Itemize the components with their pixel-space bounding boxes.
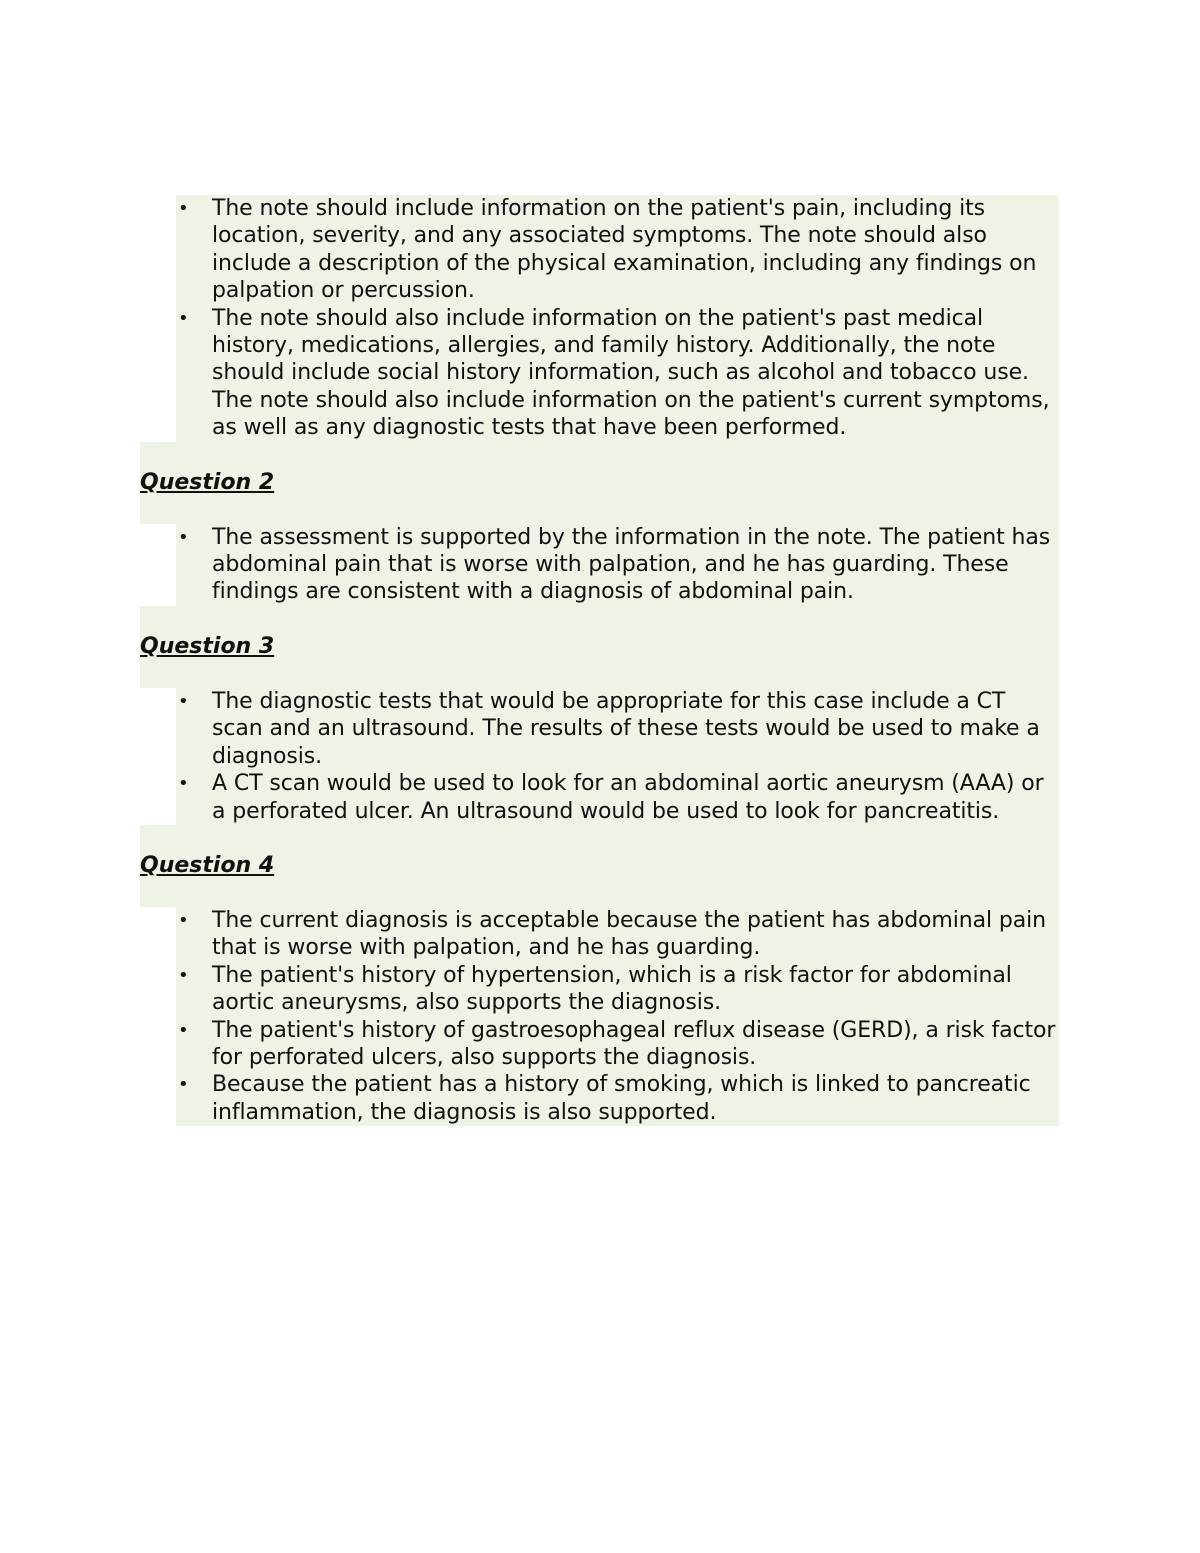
list-item: • Because the patient has a history of smoking, which is linked to pancreatic inflammation, the diagnosis is also supported. [178, 1072, 1031, 1125]
bullet-icon: • [178, 198, 189, 219]
section-1-list [176, 195, 1059, 442]
bullet-list [176, 524, 1059, 606]
section-heading-block [140, 442, 1059, 524]
section-heading-block [140, 825, 1059, 907]
list-item: • The assessment is supported by the information in the note. The patient has abdominal pain that is worse with palpation, and he has guarding. These findings are consistent with a diagnosis of abdominal pain. [178, 524, 1051, 605]
bullet-icon: • [178, 1074, 189, 1096]
list-item: • The note should also include information on the patient's past medical history, medications, allergies, and family history. Additionally, the note should include social history information, such as alcohol and tobacco use. The note should also include information on the patient's current symptoms, as well as any diagnostic tests that have been performed. [178, 305, 1050, 441]
bullet-list [176, 688, 1059, 825]
section-heading: Question 3 [140, 633, 275, 659]
list-item: • A CT scan would be used to look for an abdominal aortic aneurysm (AAA) or a perforated ulcer. An ultrasound would be used to look for pancreatitis. [178, 771, 1044, 824]
bullet-icon: • [178, 307, 189, 329]
list-item: • The diagnostic tests that would be appropriate for this case include a CT scan and an ultrasound. The results of these tests would be used to make a diagnosis. [178, 688, 1040, 769]
bullet-icon: • [178, 909, 189, 931]
bullet-icon: • [178, 690, 189, 712]
bullet-list [176, 907, 1059, 1126]
bullet-icon: • [178, 1019, 189, 1041]
list-item: • The patient's history of gastroesophageal reflux disease (GERD), a risk factor for perforated ulcers, also supports the diagnosis. [178, 1017, 1056, 1070]
list-item: • The current diagnosis is acceptable because the patient has abdominal pain that is worse with palpation, and he has guarding. [178, 907, 1046, 961]
bullet-list [176, 195, 1059, 442]
section-4-list [176, 907, 1059, 1126]
bullet-icon: • [178, 526, 189, 548]
section-2-list [176, 524, 1059, 606]
bullet-icon: • [178, 773, 189, 795]
section-heading: Question 4 [140, 852, 275, 878]
section-3-list [176, 688, 1059, 825]
bullet-icon: • [178, 964, 189, 986]
document-content [140, 195, 1059, 1126]
section-heading-block [140, 606, 1059, 688]
section-heading: Question 2 [140, 469, 275, 495]
list-item: • The patient's history of hypertension, which is a risk factor for abdominal aortic aneurysms, also supports the diagnosis. [178, 962, 1012, 1016]
list-item: • The note should include information on the patient's pain, including its location, severity, and any associated symptoms. The note should also include a description of the physical examination, including any findings on palpation or percussion. [178, 196, 1037, 304]
